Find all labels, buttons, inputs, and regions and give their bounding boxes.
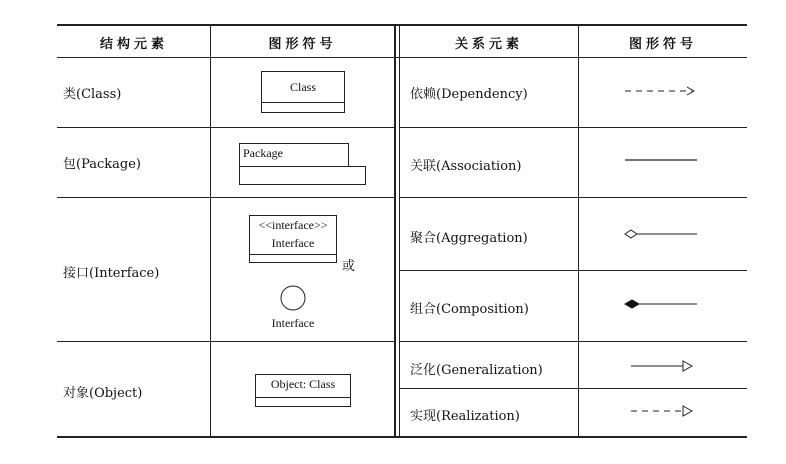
object-label: 对象(Object) xyxy=(63,386,143,401)
header-symbol-left: 图形符号 xyxy=(268,37,337,52)
interface-symbol-text: Interface xyxy=(271,236,315,250)
header-rule xyxy=(57,57,747,58)
row-rule-right-2 xyxy=(400,197,747,198)
object-symbol-divider xyxy=(256,397,350,398)
row-rule-right-5 xyxy=(400,388,747,389)
interface-stereotype: <<interface>> xyxy=(258,218,328,232)
aggregation-hollow-diamond-icon xyxy=(624,228,704,240)
table-bottom-rule xyxy=(57,436,747,438)
header-symbol-right: 图形符号 xyxy=(628,37,697,52)
header-structural-elements: 结构元素 xyxy=(99,37,168,52)
column-rule-3 xyxy=(578,24,579,437)
generalization-hollow-triangle-icon xyxy=(630,360,700,372)
association-label: 关联(Association) xyxy=(410,159,522,174)
package-label: 包(Package) xyxy=(63,157,141,172)
generalization-label: 泛化(Generalization) xyxy=(410,363,543,378)
dependency-label: 依赖(Dependency) xyxy=(410,87,528,102)
row-rule-right-4 xyxy=(400,341,747,342)
interface-label: 接口(Interface) xyxy=(63,266,160,281)
aggregation-label: 聚合(Aggregation) xyxy=(410,231,528,246)
row-rule-right-1 xyxy=(400,127,747,128)
or-text: 或 xyxy=(342,259,356,274)
row-rule-left-1 xyxy=(57,127,396,128)
row-rule-right-3 xyxy=(400,270,747,271)
interface-lollipop-icon xyxy=(280,285,310,315)
package-body xyxy=(239,166,366,185)
realization-hollow-triangle-icon xyxy=(630,405,700,417)
table-top-rule xyxy=(57,24,747,26)
interface-symbol-divider xyxy=(250,254,336,255)
association-line-icon xyxy=(624,154,704,166)
row-rule-left-3 xyxy=(57,341,396,342)
composition-filled-diamond-icon xyxy=(624,298,704,310)
realization-label: 实现(Realization) xyxy=(410,409,520,424)
class-symbol-divider xyxy=(262,102,344,103)
dependency-arrow-icon xyxy=(624,85,704,97)
composition-label: 组合(Composition) xyxy=(410,302,529,317)
header-relationship-elements: 关系元素 xyxy=(454,37,523,52)
interface-lollipop-text: Interface xyxy=(271,316,315,330)
column-rule-1 xyxy=(210,24,211,437)
class-label: 类(Class) xyxy=(63,87,122,102)
column-rule-middle-a xyxy=(394,24,396,437)
object-symbol-text: Object: Class xyxy=(270,377,336,391)
class-symbol-text: Class xyxy=(289,80,316,94)
package-symbol-text: Package xyxy=(243,146,283,160)
column-rule-middle-b xyxy=(399,24,400,437)
row-rule-left-2 xyxy=(57,197,396,198)
